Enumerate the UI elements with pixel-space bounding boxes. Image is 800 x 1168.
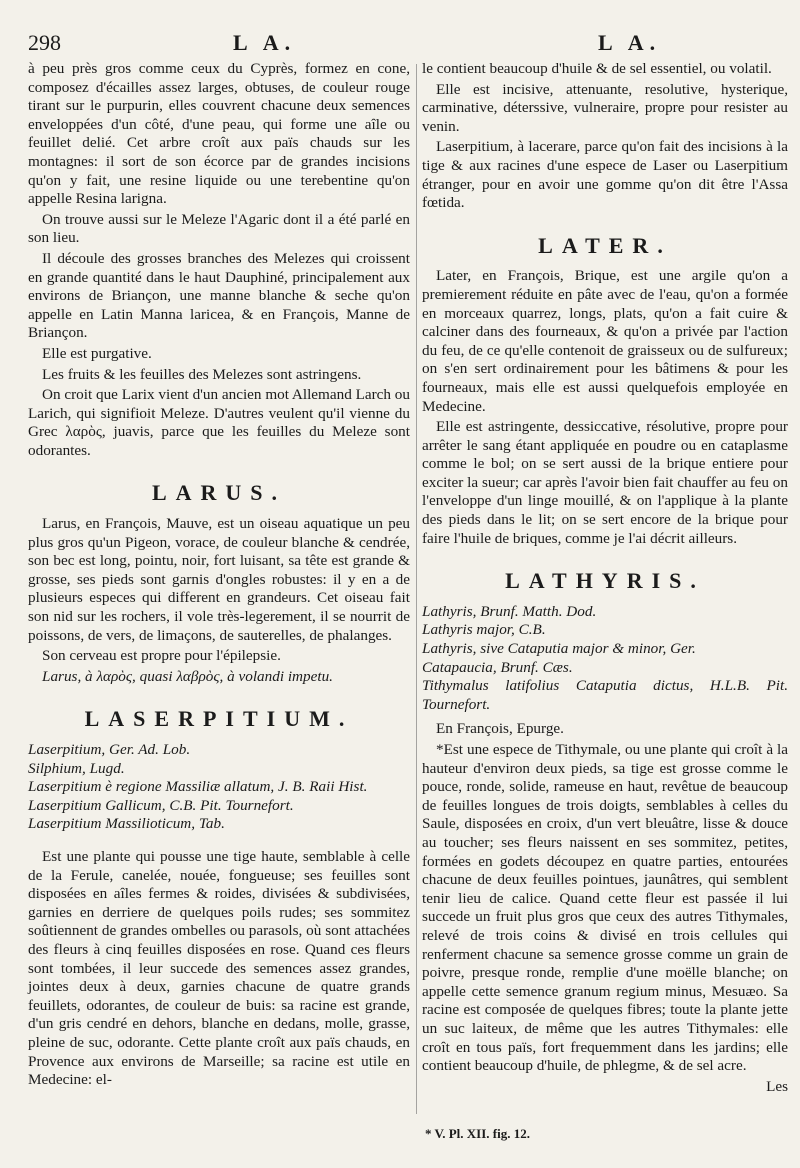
laserpitium-etymology: Laserpitium, à lacerare, parce qu'on fait des incisions à la tige & aux racines d'une espece de Laser ou Laserpitium étranger, pour en avoir une gomme qu'on dit être l'Assa fœtida. xyxy=(422,138,788,212)
meleze-intro: à peu près gros comme ceux du Cyprès, formez en cone, composez d'écailles assez larges, obtuses, de couleur rouge tirant sur le purpurin, elles couvrent chacune deux semences enveloppées d'un côté, d'une peau, qui forme une aîle ou feuillet delié. Cet arbre croît aux païs chauds sur les montagnes: il sort de son écorce par de grandes incisions qu'on y fait, une resine liquide ou une terebentine qu'on appelle Resina larigna. xyxy=(28,60,410,208)
page-number: 298 xyxy=(28,30,61,55)
synonym-line: Tithymalus latifolius Cataputia dictus, H.L.B. Pit. Tournefort. xyxy=(422,677,788,713)
later-heading: LATER. xyxy=(538,232,672,258)
footnote: * V. Pl. XII. fig. 12. xyxy=(425,1126,530,1141)
later-properties: Elle est astringente, dessiccative, résolutive, propre pour arrêter le sang étant appliquée en poudre ou en cataplasme comme le bol; on se sert aussi de la brique entiere pour exciter la sueur; car après l'avoir bien fait chauffer au feu on l'enveloppe d'un linge mouillé, & on l'applique à la plante des pieds dans le lit; on se sert encore de la brique pour faire l'huile de briques, comme je l'ai décrit ailleurs. xyxy=(422,418,788,547)
meleze-manne: Il découle des grosses branches des Melezes qui croissent en grande quantité dans le haut Dauphiné, principalement aux environs de Briançon, une manne blanche & seche qu'on appelle en Latin Manna laricea, & en François, Manne de Briançon. xyxy=(28,249,410,342)
larus-epilepsy: Son cerveau est propre pour l'épilepsie. xyxy=(42,647,281,665)
meleze-purgative: Elle est purgative. xyxy=(42,344,152,362)
synonym-line: Catapaucia, Brunf. Cæs. xyxy=(422,658,573,676)
larus-etymology: Larus, à λαρὸς, quasi λαβρὸς, à volandi impetu. xyxy=(42,667,333,685)
synonym-line: Lathyris, Brunf. Matth. Dod. xyxy=(422,602,597,620)
synonym-line: Laserpitium, Ger. Ad. Lob. xyxy=(28,741,191,758)
meleze-etymology: On croit que Larix vient d'un ancien mot Allemand Larch ou Larich, qui signifioit Meleze. D'autres veulent qu'il vienne du Grec λαρὸς, juavis, parce que les feuilles du Meleze sont odorantes. xyxy=(28,386,410,459)
running-head-right: L A. xyxy=(598,30,662,55)
laserpitium-heading: LASERPITIUM. xyxy=(84,706,354,732)
laserpitium-description: Est une plante qui pousse une tige haute, semblable à celle de la Ferule, canelée, nouée, fongueuse; ses feuilles sont disposées en aîles fermes & roides, divisées & subdivisées, garnies en derriere de quelques poils rudes; ses sommitez soûtiennent de grandes ombelles ou parasols, où sont attachées des fleurs à cinq feuilles disposées en rose. Quand ces fleurs sont tombées, il leur succede des semences assez grandes, jointes deux à deux, garnies chacune de quatre grands feuillets, odorantes, de couleur de buis: sa racine est grande, d'un gris cendré en dehors, blanche en dedans, molle, grasse, pleine de suc, odorante. Cette plante croît aux païs chauds, en Provence aux environs de Marseille; sa racine est utile en Medecine: el- xyxy=(28,847,410,1089)
synonym-line: Lathyris major, C.B. xyxy=(422,621,546,639)
larus-description: Larus, en François, Mauve, est un oiseau aquatique un peu plus gros qu'un Pigeon, vorace, de couleur blanche & cendrée, son bec est long, pointu, noir, fort luisant, sa tête est grande & grosse, ses pieds sont garnis d'ongles robustes: il y en a de plusieurs especes qui different en grandeurs. Cet oiseau fait son nid sur les rochers, il vole très-legerement, il se nourrit de poissons, de vers, de limaçons, de sauterelles, de phalanges. xyxy=(28,515,410,644)
laserpitium-continued: le contient beaucoup d'huile & de sel essentiel, ou volatil. xyxy=(422,60,772,77)
laserpitium-properties: Elle est incisive, attenuante, resolutive, hysterique, carminative, déterssive, vulneraire, propre pour resister au venin. xyxy=(422,80,788,135)
synonym-line: Laserpitium Massilioticum, Tab. xyxy=(28,815,225,833)
right-column xyxy=(422,60,788,1098)
page-header xyxy=(28,30,788,60)
column-divider xyxy=(416,64,417,1114)
left-column xyxy=(28,60,410,1092)
meleze-fruits: Les fruits & les feuilles des Melezes sont astringens. xyxy=(42,365,362,383)
meleze-agaric: On trouve aussi sur le Meleze l'Agaric dont il a été parlé en son lieu. xyxy=(28,210,410,247)
synonym-line: Lathyris, sive Cataputia major & minor, Ger. xyxy=(422,640,696,658)
running-head-left: L A. xyxy=(233,30,297,55)
lathyris-description: *Est une espece de Tithymale, ou une plante qui croît à la hauteur d'environ deux pieds, sa tige est grosse comme le pouce, ronde, solide, rameuse en haut, revêtue de beaucoup de feuilles longues de trois doigts, semblables à celles du Saule, disposées en croix, d'un vert bleuâtre, lisse & douce au toucher; ses fleurs naissent en ses sommitez, petites, formées en godets découpez en quatre parties, entourées chacune de deux feuilles pointues, jaunâtres, qui semblent tenir lieu de calice. Quand cette fleur est passée il lui succede un fruit plus gros que ceux des autres Tithymales, relevé de trois coins & divisé en trois cellules qui renferment chacune sa semence grosse comme un grain de poivre, presque ronde, remplie d'une moëlle blanche; on appelle cette semence granum regium minus, Mesuæo. Sa racine est composée de quelques fibres; toute la plante jette un suc laiteux, de même que les autres Tithymales: elle croît en tous païs, fort frequemment dans les jardins; elle contient beaucoup d'huile, de phlegme, & de sel acre. xyxy=(422,741,788,1075)
synonym-line: Silphium, Lugd. xyxy=(28,759,125,777)
synonym-line: Laserpitium è regione Massiliæ allatum, J. B. Raii Hist. xyxy=(28,778,368,796)
catchword: Les xyxy=(766,1077,788,1095)
synonym-line: Laserpitium Gallicum, C.B. Pit. Tournefort. xyxy=(28,796,294,814)
lathyris-heading: LATHYRIS. xyxy=(505,568,705,594)
later-description: Later, en François, Brique, est une argile qu'on a premierement réduite en pâte avec de l'eau, qu'on a formée en morceaux quarrez, longs, plats, qu'on a fait cuire & calciner dans des fourneaux, & qu'on a privée par l'action du feu, de ce qu'elle contenoit de graisseux ou de sulfureux; on s'en sert ordinairement pour les bâtimens & pour les fourneaux, mais elle est aussi quelquefois employée en Medecine. xyxy=(422,267,788,415)
larus-heading: LARUS. xyxy=(151,480,287,506)
lathyris-french-name: En François, Epurge. xyxy=(436,720,564,738)
